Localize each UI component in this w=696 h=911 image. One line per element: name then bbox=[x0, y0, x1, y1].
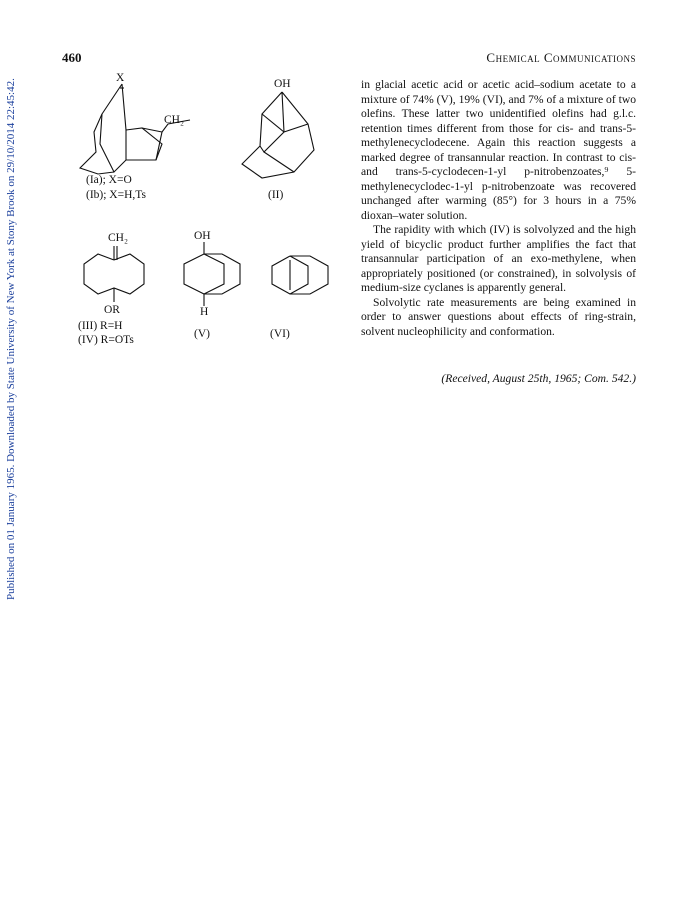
provenance-text: Published on 01 January 1965. Downloaded by State University of New York at Stony Brook on 29/10/2014 22:45:42. bbox=[5, 78, 17, 600]
running-head: Chemical Communications bbox=[486, 50, 636, 65]
structure-v-h-label: H bbox=[200, 306, 209, 318]
provenance-sidebar bbox=[0, 40, 22, 600]
structure-ia-ib bbox=[80, 84, 190, 174]
structure-ii-oh-label: OH bbox=[274, 78, 291, 90]
structure-ii-caption: (II) bbox=[268, 189, 284, 201]
paragraph-2: The rapidity with which (IV) is solvolyzed and the high yield of bicyclic product further amplifies the fact that transannular participation of an exo-methylene, when appropriately positioned (or constrained), in solvolysis of medium-size cyclanes is apparently general. bbox=[361, 223, 636, 294]
structure-ia-caption: (Ia); X=O bbox=[86, 174, 132, 186]
structure-iii-iv-ch2-label: CH₂ bbox=[108, 232, 128, 244]
article-body bbox=[361, 78, 636, 339]
paragraph-1: in glacial acetic acid or acetic acid–sodium acetate to a mixture of 74% (V), 19% (VI), and 7% of a mixture of two olefins. These latter two unidentified olefins had g.l.c. retention times different from those for cis- and trans-5-methylenecyclodecene. Again this reaction suggests a marked degree of transannular reaction. In contrast to cis- and trans-5-cyclodecen-1-yl p-nitrobenzoates,⁹ 5-methylenecyclodec-1-yl p-nitrobenzoate was recovered unchanged after warming (85°) for 3 hours in a 75% dioxan–water solution. bbox=[361, 78, 636, 222]
structure-iii-caption: (III) R=H bbox=[78, 320, 123, 332]
structure-ib-caption: (Ib); X=H,Ts bbox=[86, 189, 146, 201]
structure-ii bbox=[242, 92, 314, 178]
structure-ia-ib-x-label: X bbox=[116, 72, 125, 84]
structure-iii-iv bbox=[84, 246, 144, 302]
structure-vi-caption: (VI) bbox=[270, 328, 290, 340]
structure-iii-iv-or-label: OR bbox=[104, 304, 120, 316]
structure-v-oh-label: OH bbox=[194, 230, 211, 242]
page-number: 460 bbox=[62, 50, 82, 65]
structure-vi bbox=[272, 256, 328, 294]
structure-v-caption: (V) bbox=[194, 328, 210, 340]
structures-figure bbox=[64, 72, 354, 372]
structure-v bbox=[184, 242, 240, 306]
paragraph-3: Solvolytic rate measurements are being examined in order to answer questions about effects of ring-strain, solvent nucleophilicity and conformation. bbox=[361, 295, 636, 338]
received-date: (Received, August 25th, 1965; Com. 542.) bbox=[441, 372, 636, 385]
structure-ia-ib-ch2-label: CH₂ bbox=[164, 114, 184, 126]
structure-iv-caption: (IV) R=OTs bbox=[78, 334, 134, 346]
